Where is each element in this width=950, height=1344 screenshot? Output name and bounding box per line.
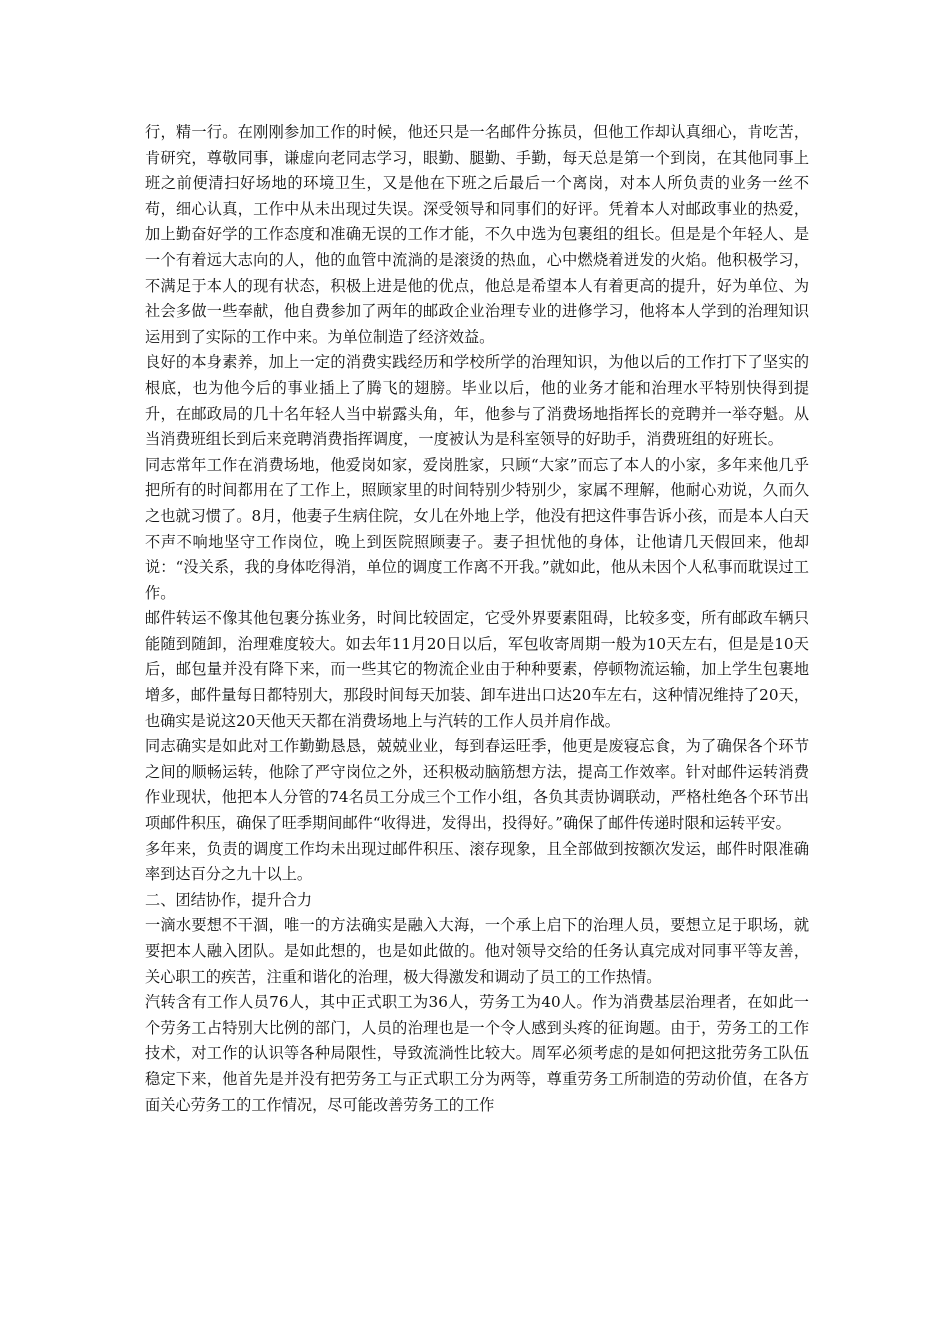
document-page — [145, 120, 809, 1118]
paragraph-teamwork: 一滴水要想不干涸，唯一的方法确实是融入大海，一个承上启下的治理人员，要想立足于职场，就要把本人融入团队。是如此想的，也是如此做的。他对领导交给的任务认真完成对同事平等友善，关心职工的疾苦，注重和谐化的治理，极大得激发和调动了员工的工作热情。 — [145, 916, 809, 986]
paragraph-spring-festival: 同志确实是如此对工作勤勤恳恳，兢兢业业，每到春运旺季，他更是废寝忘食，为了确保各个环节之间的顺畅运转，他除了严守岗位之外，还积极动脑筋想方法，提高工作效率。针对邮件运转消费作业现状，他把本人分管的74名员工分成三个工作小组，各负其责协调联动，严格杜绝各个环节出项邮件积压，确保了旺季期间邮件“收得进，发得出，投得好。”确保了邮件传递时限和运转平安。 — [145, 737, 809, 833]
paragraph-accuracy: 多年来，负责的调度工作均未出现过邮件积压、滚存现象，且全部做到按额次发运，邮件时限准确率到达百分之九十以上。 — [145, 839, 809, 884]
section-heading-teamwork: 二、团结协作，提升合力 — [145, 890, 313, 909]
paragraph-dedication: 同志常年工作在消费场地，他爱岗如家，爱岗胜家，只顾“大家”而忘了本人的小家，多年来他几乎把所有的时间都用在了工作上，照顾家里的时间特别少特别少，家属不理解，他耐心劝说，久而久之也就习惯了。8月，他妻子生病住院，女儿在外地上学，他没有把这件事告诉小孩，而是本人白天不声不响地坚守工作岗位，晚上到医院照顾妻子。妻子担忧他的身体，让他请几天假回来，他却说：“没关系，我的身体吃得消，单位的调度工作离不开我。”就如此，他从未因个人私事而耽误过工作。 — [145, 455, 809, 602]
paragraph-education: 良好的本身素养，加上一定的消费实践经历和学校所学的治理知识，为他以后的工作打下了坚实的根底，也为他今后的事业插上了腾飞的翅膀。毕业以后，他的业务才能和治理水平特别快得到提升，在邮政局的几十名年轻人当中崭露头角，年，他参与了消费场地指挥长的竞聘并一举夺魁。从当消费班组长到后来竞聘消费指挥调度，一度被认为是科室领导的好助手，消费班组的好班长。 — [145, 353, 809, 449]
paragraph-work-attitude: 行，精一行。在刚刚参加工作的时候，他还只是一名邮件分拣员，但他工作却认真细心，肯吃苦，肯研究，尊敬同事，谦虚向老同志学习，眼勤、腿勤、手勤，每天总是第一个到岗，在其他同事上班之前便清扫好场地的环境卫生，又是他在下班之后最后一个离岗，对本人所负责的业务一丝不苟，细心认真，工作中从未出现过失误。深受领导和同事们的好评。凭着本人对邮政事业的热爱，加上勤奋好学的工作态度和准确无误的工作才能，不久中选为包裹组的组长。但是是个年轻人、是一个有着远大志向的人，他的血管中流淌的是滚烫的热血，心中燃烧着迸发的火焰。他积极学习，不满足于本人的现有状态，积极上进是他的优点，他总是希望本人有着更高的提升，好为单位、为社会多做一些奉献，他自费参加了两年的邮政企业治理专业的进修学习，他将本人学到的治理知识运用到了实际的工作中来。为单位制造了经济效益。 — [145, 123, 809, 346]
paragraph-mail-transfer: 邮件转运不像其他包裹分拣业务，时间比较固定，它受外界要素阻碍，比较多变，所有邮政车辆只能随到随卸，治理难度较大。如去年11月20日以后，军包收寄周期一般为10天左右，但是是10天后，邮包量并没有降下来，而一些其它的物流企业由于种种要素，停顿物流运输，加上学生包裹地增多，邮件量每日都特别大，那段时间每天加装、卸车进出口达20车左右，这种情况维持了20天，也确实是说这20天他天天都在消费场地上与汽转的工作人员并肩作战。 — [145, 609, 809, 730]
paragraph-staff-management: 汽转含有工作人员76人，其中正式职工为36人，劳务工为40人。作为消费基层治理者，在如此一个劳务工占特别大比例的部门，人员的治理也是一个令人感到头疼的征询题。由于，劳务工的工作技术，对工作的认识等各种局限性，导致流淌性比较大。周军必须考虑的是如何把这批劳务工队伍稳定下来，他首先是并没有把劳务工与正式职工分为两等，尊重劳务工所制造的劳动价值，在各方面关心劳务工的工作情况，尽可能改善劳务工的工作 — [145, 993, 809, 1114]
